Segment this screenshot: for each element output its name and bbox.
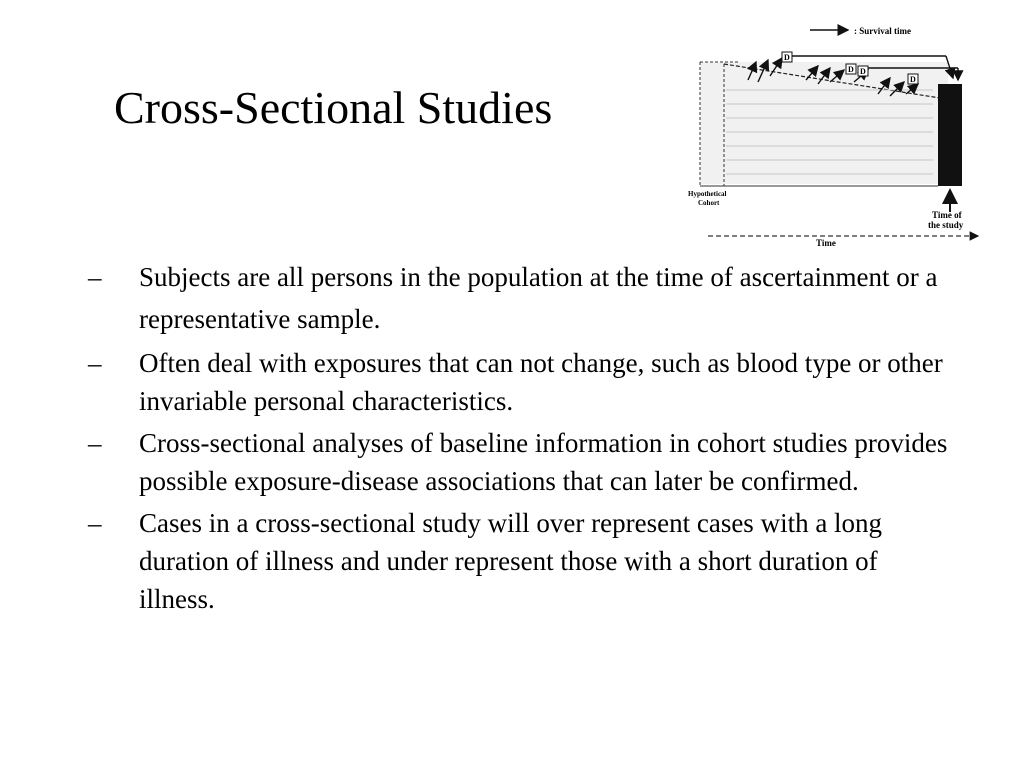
death-marker-4: D xyxy=(910,75,916,84)
time-of-study-bar xyxy=(938,84,962,186)
bullet-dash: – xyxy=(88,508,102,538)
death-marker-1: D xyxy=(784,53,790,62)
bullet-dash: – xyxy=(88,348,102,378)
bullet-item xyxy=(88,344,948,420)
death-marker-3: D xyxy=(860,67,866,76)
bullet-text: Cross-sectional analyses of baseline information in cohort studies provides possible exposure-disease associations that can later be confirmed. xyxy=(139,428,948,496)
time-of-study-label-2: the study xyxy=(928,220,964,230)
bullet-text: Often deal with exposures that can not change, such as blood type or other invariable personal characteristics. xyxy=(139,348,943,416)
survival-diagram xyxy=(678,20,1008,248)
bullet-item xyxy=(88,424,948,500)
death-marker-2: D xyxy=(848,65,854,74)
bullet-dash: – xyxy=(88,262,102,292)
bullet-text: Cases in a cross-sectional study will over represent cases with a long duration of illness and under represent those with a short duration of illness. xyxy=(139,508,883,614)
bullet-item xyxy=(88,504,948,618)
survival-time-figure xyxy=(678,20,1008,248)
slide-title: Cross-Sectional Studies xyxy=(114,82,553,133)
cohort-label-2: Cohort xyxy=(698,199,720,207)
time-axis-label: Time xyxy=(816,238,836,248)
bullet-text: Subjects are all persons in the population at the time of ascertainment or a representative sample. xyxy=(139,262,938,334)
bullet-dash: – xyxy=(88,428,102,458)
bullet-list xyxy=(88,256,948,618)
cohort-label-1: Hypothetical xyxy=(688,190,727,198)
bullet-item xyxy=(88,256,948,340)
time-of-study-label-1: Time of xyxy=(932,210,962,220)
legend-label: : Survival time xyxy=(854,26,911,36)
